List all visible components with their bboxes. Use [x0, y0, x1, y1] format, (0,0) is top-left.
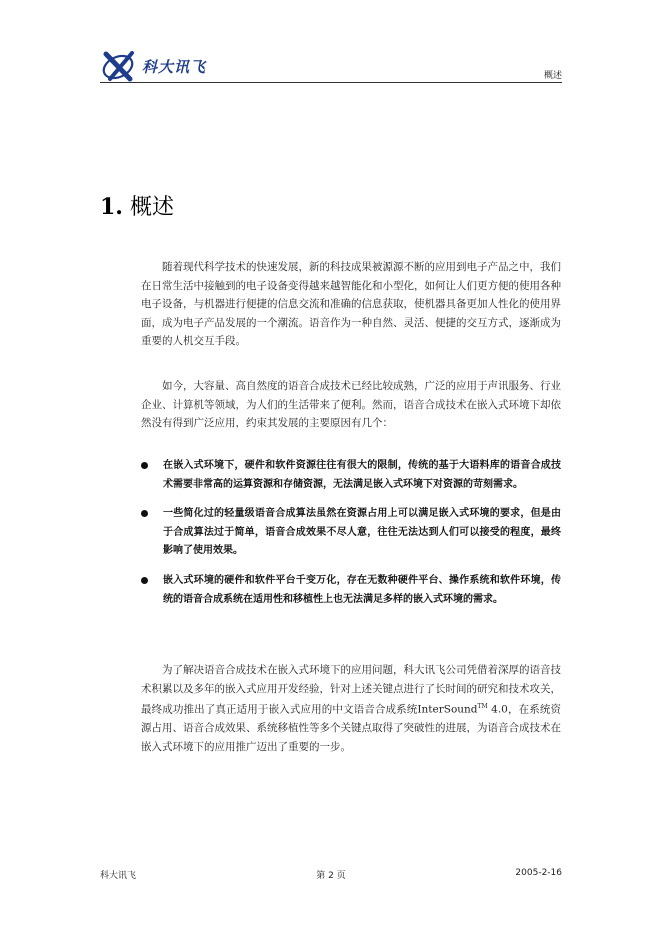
bullet-icon	[141, 577, 148, 584]
page-title	[100, 190, 174, 221]
footer-company: 科大讯飞	[100, 871, 137, 881]
company-logo	[100, 48, 206, 84]
bullet-text: 一些简化过的轻量级语音合成算法虽然在资源占用上可以满足嵌入式环境的要求，但是由于合成算法过于简单，语音合成效果不尽人意，往往无法达到人们可以接受的程度，最终影响了使用效果。	[163, 508, 561, 557]
bullet-text: 嵌入式环境的硬件和软件平台千变万化，存在无数种硬件平台、操作系统和软件环境，传统的语音合成系统在适用性和移植性上也无法满足多样的嵌入式环境的需求。	[163, 574, 561, 605]
bullet-text: 在嵌入式环境下，硬件和软件资源往往有很大的限制，传统的基于大语料库的语音合成技术需要非常高的运算资源和存储资源，无法满足嵌入式环境下对资源的苛刻需求。	[163, 460, 561, 490]
paragraph-intro: 随着现代科学技术的快速发展，新的科技成果被源源不断的应用到电子产品之中，我们在日常生活中接触到的电子设备变得越来越智能化和小型化，如何让人们更方便的使用各种电子设备，与机器进行便捷的信息交流和准确的信息获取，使机器具备更加人性化的使用界面，成为电子产品发展的一个潮流。语音作为一种自然、灵活、便捷的交互方式，逐渐成为重要的人机交互手段。	[141, 261, 561, 348]
solution-text-start: 为了解决语音合成技术在嵌入式环境下的应用问题，科大讯飞公司凭借着深厚的语音技术积累以及多年的嵌入式应用开发经验，针对上述关键点进行了长时间的研究和技术攻关，最终成功推出了真正适用于嵌入式应用的中文语音合成系统InterSound	[141, 664, 561, 716]
header-divider	[100, 82, 562, 83]
solution-text-end: 4.0，在系统资源占用、语音合成效果、系统移植性等多个关键点取得了突破性的进展，为语音合成技术在嵌入式环境下的应用推广迈出了重要的一步。	[141, 703, 561, 753]
header-section-title: 概述	[543, 71, 562, 81]
footer-page-number: 第 2 页	[316, 871, 346, 881]
title-number: 1.	[100, 194, 123, 220]
footer-date: 2005-2-16	[515, 868, 562, 878]
list-item	[141, 572, 561, 609]
bullet-list	[141, 457, 561, 620]
list-item	[141, 505, 561, 561]
title-text: 概述	[129, 195, 174, 220]
page-header	[100, 48, 562, 88]
paragraph-status: 如今，大容量、高自然度的语音合成技术已经比较成熟，广泛的应用于声讯服务、行业企业、计算机等领域，为人们的生活带来了便利。然而，语音合成技术在嵌入式环境下却依然没有得到广泛应用，约束其发展的主要原因有几个：	[141, 380, 561, 430]
paragraph-solution	[141, 661, 561, 756]
iflytek-logo-icon	[100, 50, 140, 82]
trademark-mark: TM	[477, 703, 488, 711]
bullet-icon	[141, 510, 148, 517]
logo-text: 科大讯飞	[142, 57, 207, 76]
list-item	[141, 457, 561, 494]
bullet-icon	[141, 462, 148, 469]
